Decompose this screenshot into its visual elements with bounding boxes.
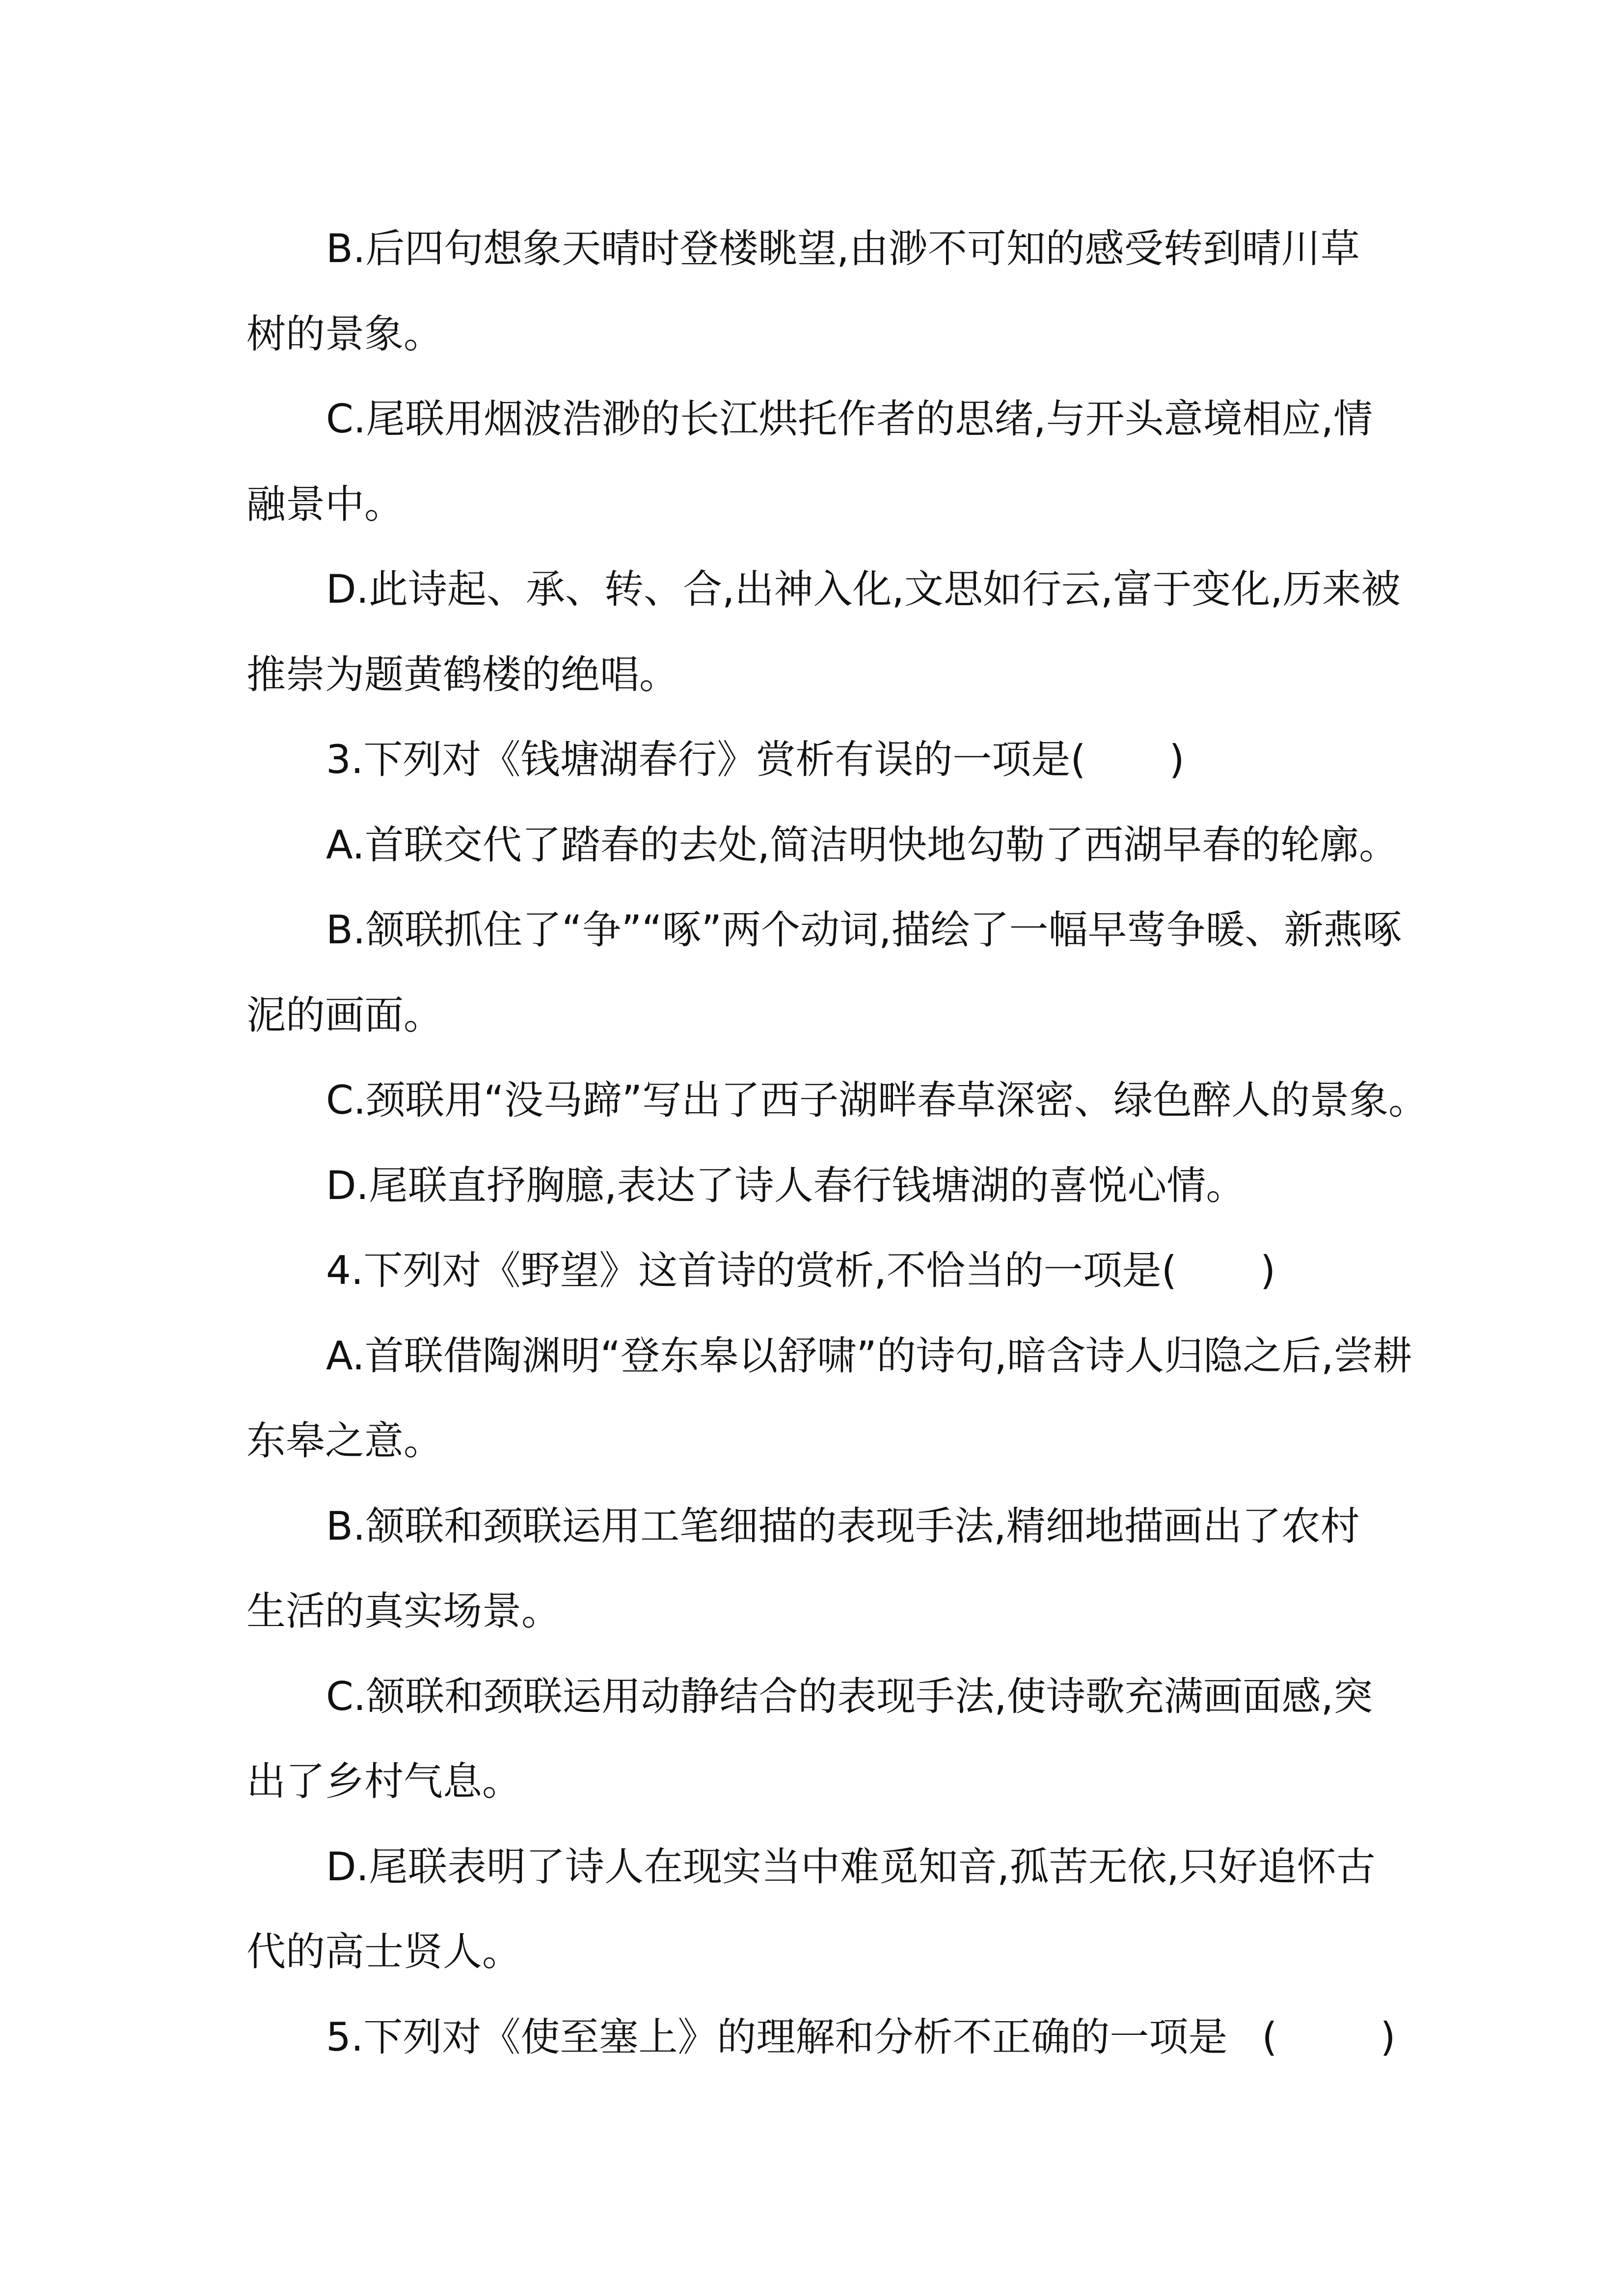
question-5-text: 5.下列对《使至塞上》的理解和分析不正确的一项是: [326, 2014, 1228, 2060]
question-5: [246, 1995, 1396, 2080]
q4-option-b-line-1: B.颔联和颈联运用工笔细描的表现手法,精细地描画出了农村: [326, 1503, 1360, 1549]
question-4: [246, 1228, 1385, 1313]
option-c-line-1: C.尾联用烟波浩渺的长江烘托作者的思绪,与开头意境相应,情: [326, 396, 1373, 442]
q4-option-c-line-1: C.颔联和颈联运用动静结合的表现手法,使诗歌充满画面感,突: [326, 1673, 1373, 1719]
option-b-line-2: 树的景象。: [246, 311, 443, 357]
option-d-line-1: D.此诗起、承、转、合,出神入化,文思如行云,富于变化,历来被: [326, 566, 1401, 612]
q4-option-a-line-1: A.首联借陶渊明“登东皋以舒啸”的诗句,暗含诗人归隐之后,尝耕: [326, 1333, 1412, 1379]
q4-option-a-line-2: 东皋之意。: [246, 1418, 443, 1464]
option-d-line-2: 推崇为题黄鹤楼的绝唱。: [246, 651, 678, 697]
q4-option-d-line-2: 代的高士贤人。: [246, 1929, 521, 1975]
option-b-line-1: B.后四句想象天晴时登楼眺望,由渺不可知的感受转到晴川草: [326, 226, 1360, 271]
q4-option-d-line-1: D.尾联表明了诗人在现实当中难觅知音,孤苦无依,只好追怀古: [326, 1843, 1376, 1890]
question-4-text: 4.下列对《野望》这首诗的赏析,不恰当的一项是(: [326, 1248, 1177, 1293]
q3-option-c: C.颈联用“没马蹄”写出了西子湖畔春草深密、绿色醉人的景象。: [326, 1077, 1428, 1123]
q3-option-a: A.首联交代了踏春的去处,简洁明快地勾勒了西湖早春的轮廓。: [326, 822, 1399, 868]
question-3-close-paren: ): [1169, 737, 1185, 782]
q3-option-d: D.尾联直抒胸臆,表达了诗人春行钱塘湖的喜悦心情。: [326, 1162, 1245, 1208]
q3-option-b-line-2: 泥的画面。: [246, 992, 443, 1038]
document-body: [246, 206, 1428, 2080]
question-5-close-paren: ): [1380, 2014, 1396, 2060]
question-4-close-paren: ): [1260, 1248, 1276, 1293]
question-3: [246, 717, 1385, 802]
question-3-text: 3.下列对《钱塘湖春行》赏析有误的一项是(: [326, 737, 1086, 782]
question-5-open-paren: (: [1262, 2014, 1277, 2060]
q4-option-c-line-2: 出了乡村气息。: [246, 1759, 521, 1804]
option-c-line-2: 融景中。: [246, 481, 404, 527]
q3-option-b-line-1: B.颔联抓住了“争”“啄”两个动词,描绘了一幅早莺争暖、新燕啄: [326, 907, 1402, 953]
q4-option-b-line-2: 生活的真实场景。: [246, 1588, 561, 1634]
